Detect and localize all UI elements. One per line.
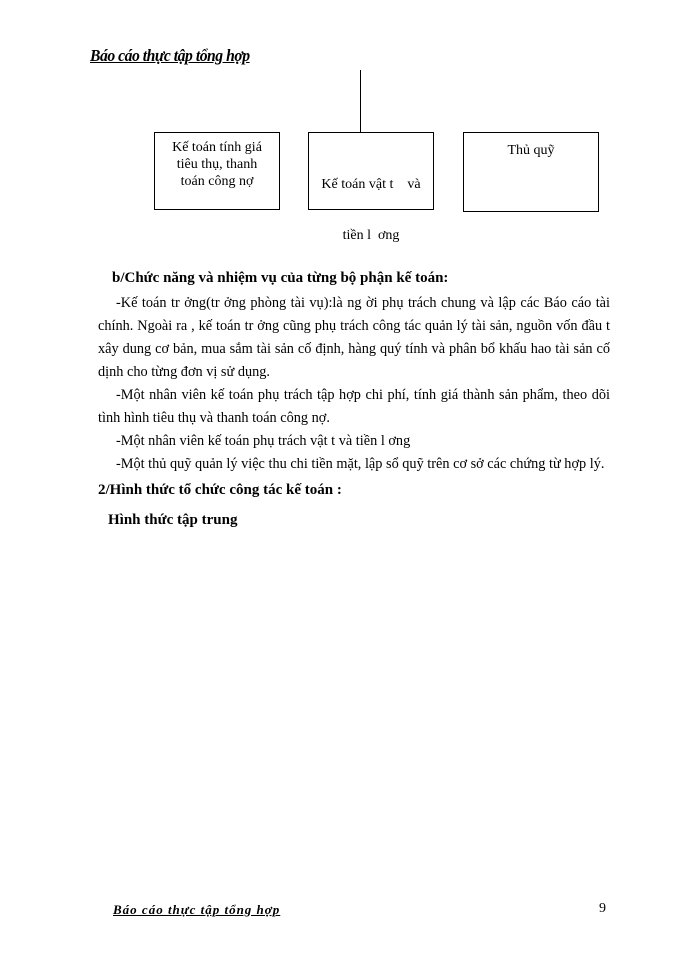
org-box-pricing-sales xyxy=(154,132,280,210)
box-line: Thủ quỹ xyxy=(507,143,555,158)
section-heading: b/Chức năng và nhiệm vụ của từng bộ phận kế toán: xyxy=(112,270,449,286)
box-line: Kế toán tính giá xyxy=(172,140,262,155)
org-box-cashier xyxy=(463,132,599,212)
section-heading: 2/Hình thức tổ chức công tác kế toán : xyxy=(98,482,342,498)
connector-line xyxy=(360,70,361,132)
page-number: 9 xyxy=(599,901,606,916)
subheading: Hình thức tập trung xyxy=(108,512,238,528)
box-line: toán công nợ xyxy=(180,174,254,189)
body-text xyxy=(98,268,610,531)
footer-text: Báo cáo thực tập tổng hợp xyxy=(113,902,281,917)
box-line: Kế toán vật t và xyxy=(321,177,421,192)
paragraph: -Một nhân viên kế toán phụ trách tập hợp chi phí, tính giá thành sản phẩm, theo dõi tình hình tiêu thụ và thanh toán công nợ. xyxy=(98,387,610,426)
box-line: tiêu thụ, thanh xyxy=(176,157,258,172)
paragraph: -Kế toán tr ởng(tr ởng phòng tài vụ):là ng ời phụ trách chung và lập các Báo cáo tài chính. Ngoài ra , kế toán tr ởng cũng phụ trách công tác quản lý tài sản, nguồn vốn đầu t xây dung cơ bản, mua sắm tài sản cố định, hàng quý tính và phân bổ khấu hao tài sản cố dịnh cho từng đơn vị sử dụng. xyxy=(98,295,610,380)
header-title: Báo cáo thực tập tổng hợp xyxy=(90,46,250,65)
box-line: tiền l ơng xyxy=(342,228,400,243)
paragraph: -Một nhân viên kế toán phụ trách vật t và tiền l ơng xyxy=(116,433,411,449)
paragraph: -Một thủ quỹ quản lý việc thu chi tiền mặt, lập sổ quỹ trên cơ sở các chứng từ hợp lý. xyxy=(116,456,605,472)
org-box-materials-payroll xyxy=(308,132,434,243)
